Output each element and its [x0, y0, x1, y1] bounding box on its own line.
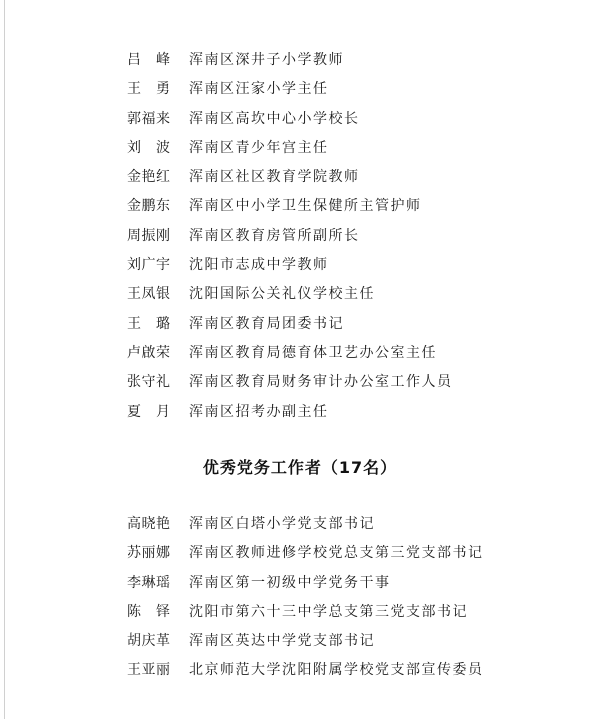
list-item — [127, 656, 587, 685]
person-name: 胡庆革 — [127, 633, 171, 650]
list-item — [127, 163, 587, 192]
person-position: 沈阳市志成中学教师 — [189, 257, 329, 274]
list-item — [127, 398, 587, 427]
list-item — [127, 339, 587, 368]
list-item — [127, 222, 587, 251]
person-name: 金艳红 — [127, 169, 171, 186]
list-item — [127, 134, 587, 163]
person-name: 吕 峰 — [127, 52, 171, 68]
person-position: 浑南区中小学卫生保健所主管护师 — [189, 198, 422, 215]
section-heading: 优秀党务工作者（17名） — [202, 458, 398, 477]
person-position: 浑南区深井子小学教师 — [189, 52, 344, 68]
list-item — [127, 368, 587, 397]
awardee-list-one — [127, 46, 587, 427]
person-name: 周振刚 — [127, 227, 171, 244]
person-position: 浑南区英达中学党支部书记 — [189, 633, 375, 650]
list-item — [127, 569, 587, 598]
list-item — [127, 46, 587, 75]
person-name: 高晓艳 — [127, 516, 171, 532]
list-item — [127, 280, 587, 309]
person-position: 浑南区招考办副主任 — [189, 403, 329, 420]
page-edge-line — [4, 0, 5, 719]
person-position: 浑南区白塔小学党支部书记 — [189, 516, 375, 532]
person-position: 浑南区青少年宫主任 — [189, 139, 329, 156]
person-name: 刘 波 — [127, 139, 171, 156]
person-name: 郭福来 — [127, 110, 171, 127]
list-item — [127, 75, 587, 104]
person-name: 王亚丽 — [127, 662, 171, 679]
person-name: 王 璐 — [127, 315, 171, 332]
person-name: 刘广宇 — [127, 257, 171, 274]
list-item — [127, 251, 587, 280]
person-position: 浑南区教育局财务审计办公室工作人员 — [189, 374, 453, 391]
list-item — [127, 105, 587, 134]
awardee-list-two — [127, 510, 587, 686]
person-position: 浑南区教育房管所副所长 — [189, 227, 360, 244]
person-position: 浑南区教育局德育体卫艺办公室主任 — [189, 344, 437, 361]
person-position: 浑南区高坎中心小学校长 — [189, 110, 360, 127]
list-item — [127, 598, 587, 627]
person-name: 金鹏东 — [127, 198, 171, 215]
person-name: 王 勇 — [127, 81, 171, 98]
list-item — [127, 539, 587, 568]
person-position: 浑南区教育局团委书记 — [189, 315, 344, 332]
person-position: 浑南区第一初级中学党务干事 — [189, 574, 391, 591]
person-position: 浑南区汪家小学主任 — [189, 81, 329, 98]
person-name: 苏丽娜 — [127, 545, 171, 562]
person-name: 李琳瑶 — [127, 574, 171, 591]
person-name: 张守礼 — [127, 374, 171, 391]
person-name: 卢啟荣 — [127, 344, 171, 361]
person-position: 浑南区社区教育学院教师 — [189, 169, 360, 186]
person-position: 沈阳市第六十三中学总支第三党支部书记 — [189, 603, 468, 620]
person-name: 陈 铎 — [127, 603, 171, 620]
list-item — [127, 310, 587, 339]
person-position: 浑南区教师进修学校党总支第三党支部书记 — [189, 545, 484, 562]
list-item — [127, 510, 587, 539]
list-item — [127, 192, 587, 221]
person-position: 北京师范大学沈阳附属学校党支部宣传委员 — [189, 662, 484, 679]
person-name: 王凤银 — [127, 286, 171, 303]
list-item — [127, 627, 587, 656]
person-name: 夏 月 — [127, 403, 171, 420]
person-position: 沈阳国际公关礼仪学校主任 — [189, 286, 375, 303]
